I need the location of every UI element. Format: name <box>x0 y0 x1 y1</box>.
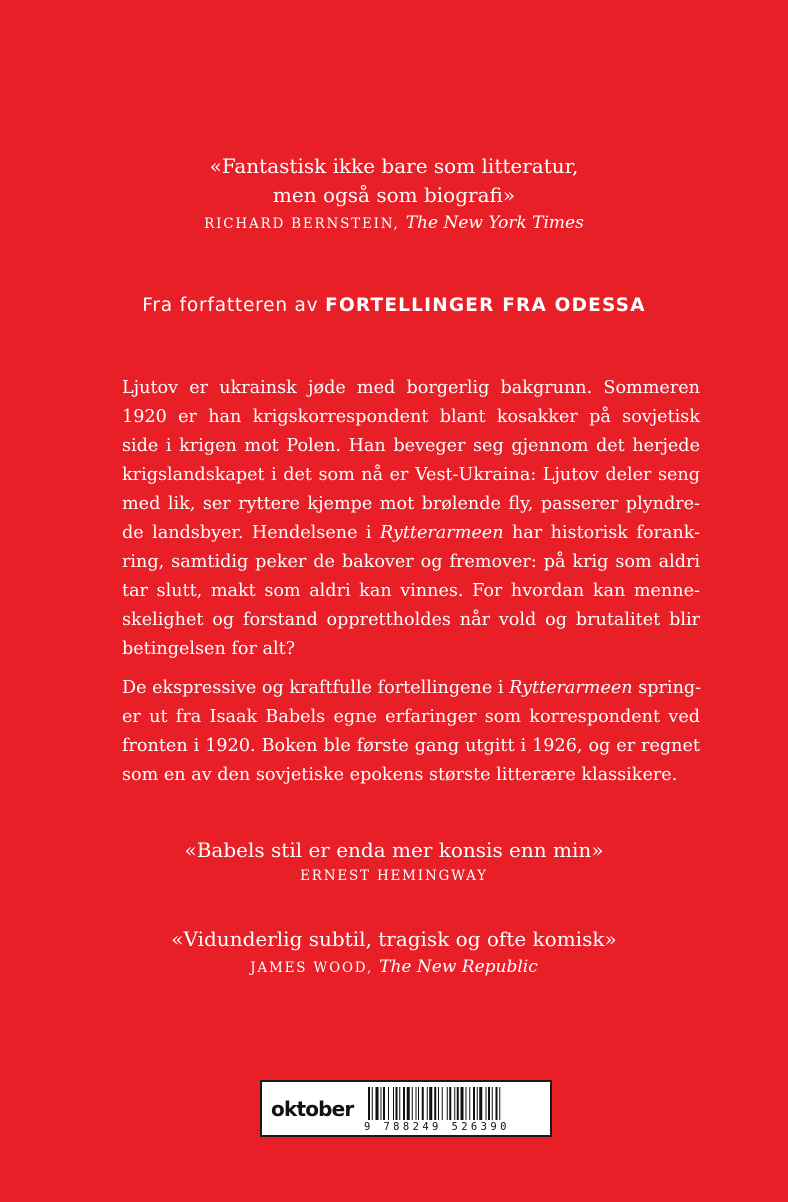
quote-attribution <box>0 868 788 884</box>
paragraph-line: betingelsen for alt? <box>122 639 296 659</box>
paragraph-line: er ut fra Isaak Babels egne erfaringer som korrespondent ved <box>122 707 700 727</box>
quote-text: «Babels stil er enda mer konsis enn min» <box>184 838 604 862</box>
paragraph-line <box>122 519 700 548</box>
paragraph-line: krigslandskapet i det som nå er Vest-Ukraina: Ljutov deler seng <box>122 465 700 485</box>
isbn-number: 9 788249 526390 <box>364 1121 510 1133</box>
quote-author: RICHARD BERNSTEIN, <box>204 216 400 232</box>
blurb-paragraph-1 <box>122 374 700 664</box>
quote-publication: The New York Times <box>405 213 584 233</box>
book-title-italic: Rytterarmeen <box>509 678 633 698</box>
quote-author: ERNEST HEMINGWAY <box>300 868 488 884</box>
publisher-logo: oktober <box>271 1097 354 1121</box>
quote-author: JAMES WOOD, <box>250 960 374 976</box>
paragraph-line: 1920 er han krigskorrespondent blant kosakker på sovjetisk <box>122 407 700 427</box>
quote-text-line-2: men også som biografi» <box>272 183 516 207</box>
tagline-book-title: FORTELLINGER FRA ODESSA <box>325 295 646 316</box>
quote-text-line-1: «Fantastisk ikke bare som litteratur, <box>209 154 579 178</box>
paragraph-line: tar slutt, makt som aldri kan vinnes. For hvordan kan menne- <box>122 581 700 601</box>
line-part: har historisk forank- <box>511 523 701 543</box>
line-part: spring- <box>638 678 702 698</box>
paragraph-line: skelighet og forstand opprettholdes når vold og brutalitet blir <box>122 610 700 630</box>
blurb-paragraph-2 <box>122 674 700 790</box>
paragraph-line: som en av den sovjetiske epokens største litterære klassikere. <box>122 765 678 785</box>
paragraph-line <box>122 674 700 703</box>
quote-attribution <box>0 957 788 977</box>
quote-hemingway <box>0 836 788 884</box>
quote-attribution <box>0 213 788 233</box>
paragraph-line: med lik, ser ryttere kjempe mot brølende fly, passerer plyndre- <box>122 494 700 514</box>
line-part: de landsbyer. Hendelsene i <box>122 523 372 543</box>
barcode-label <box>260 1080 552 1137</box>
paragraph-line: Ljutov er ukrainsk jøde med borgerlig bakgrunn. Sommeren <box>122 378 700 398</box>
book-title-italic: Rytterarmeen <box>379 523 504 543</box>
line-part: De ekspressive og kraftfulle fortellingene i <box>122 678 504 698</box>
quote-publication: The New Republic <box>379 957 538 977</box>
paragraph-line: fronten i 1920. Boken ble første gang utgitt i 1926, og er regnet <box>122 736 700 756</box>
quote-text: «Vidunderlig subtil, tragisk og ofte komisk» <box>171 927 617 951</box>
author-tagline <box>0 295 788 316</box>
tagline-prefix: Fra forfatteren av <box>142 295 319 316</box>
barcode-icon <box>368 1087 546 1120</box>
quote-fantastisk <box>0 152 788 233</box>
paragraph-line: ring, samtidig peker de bakover og fremover: på krig som aldri <box>122 552 700 572</box>
paragraph-line: side i krigen mot Polen. Han beveger seg gjennom det herjede <box>122 436 700 456</box>
quote-wood <box>0 925 788 977</box>
